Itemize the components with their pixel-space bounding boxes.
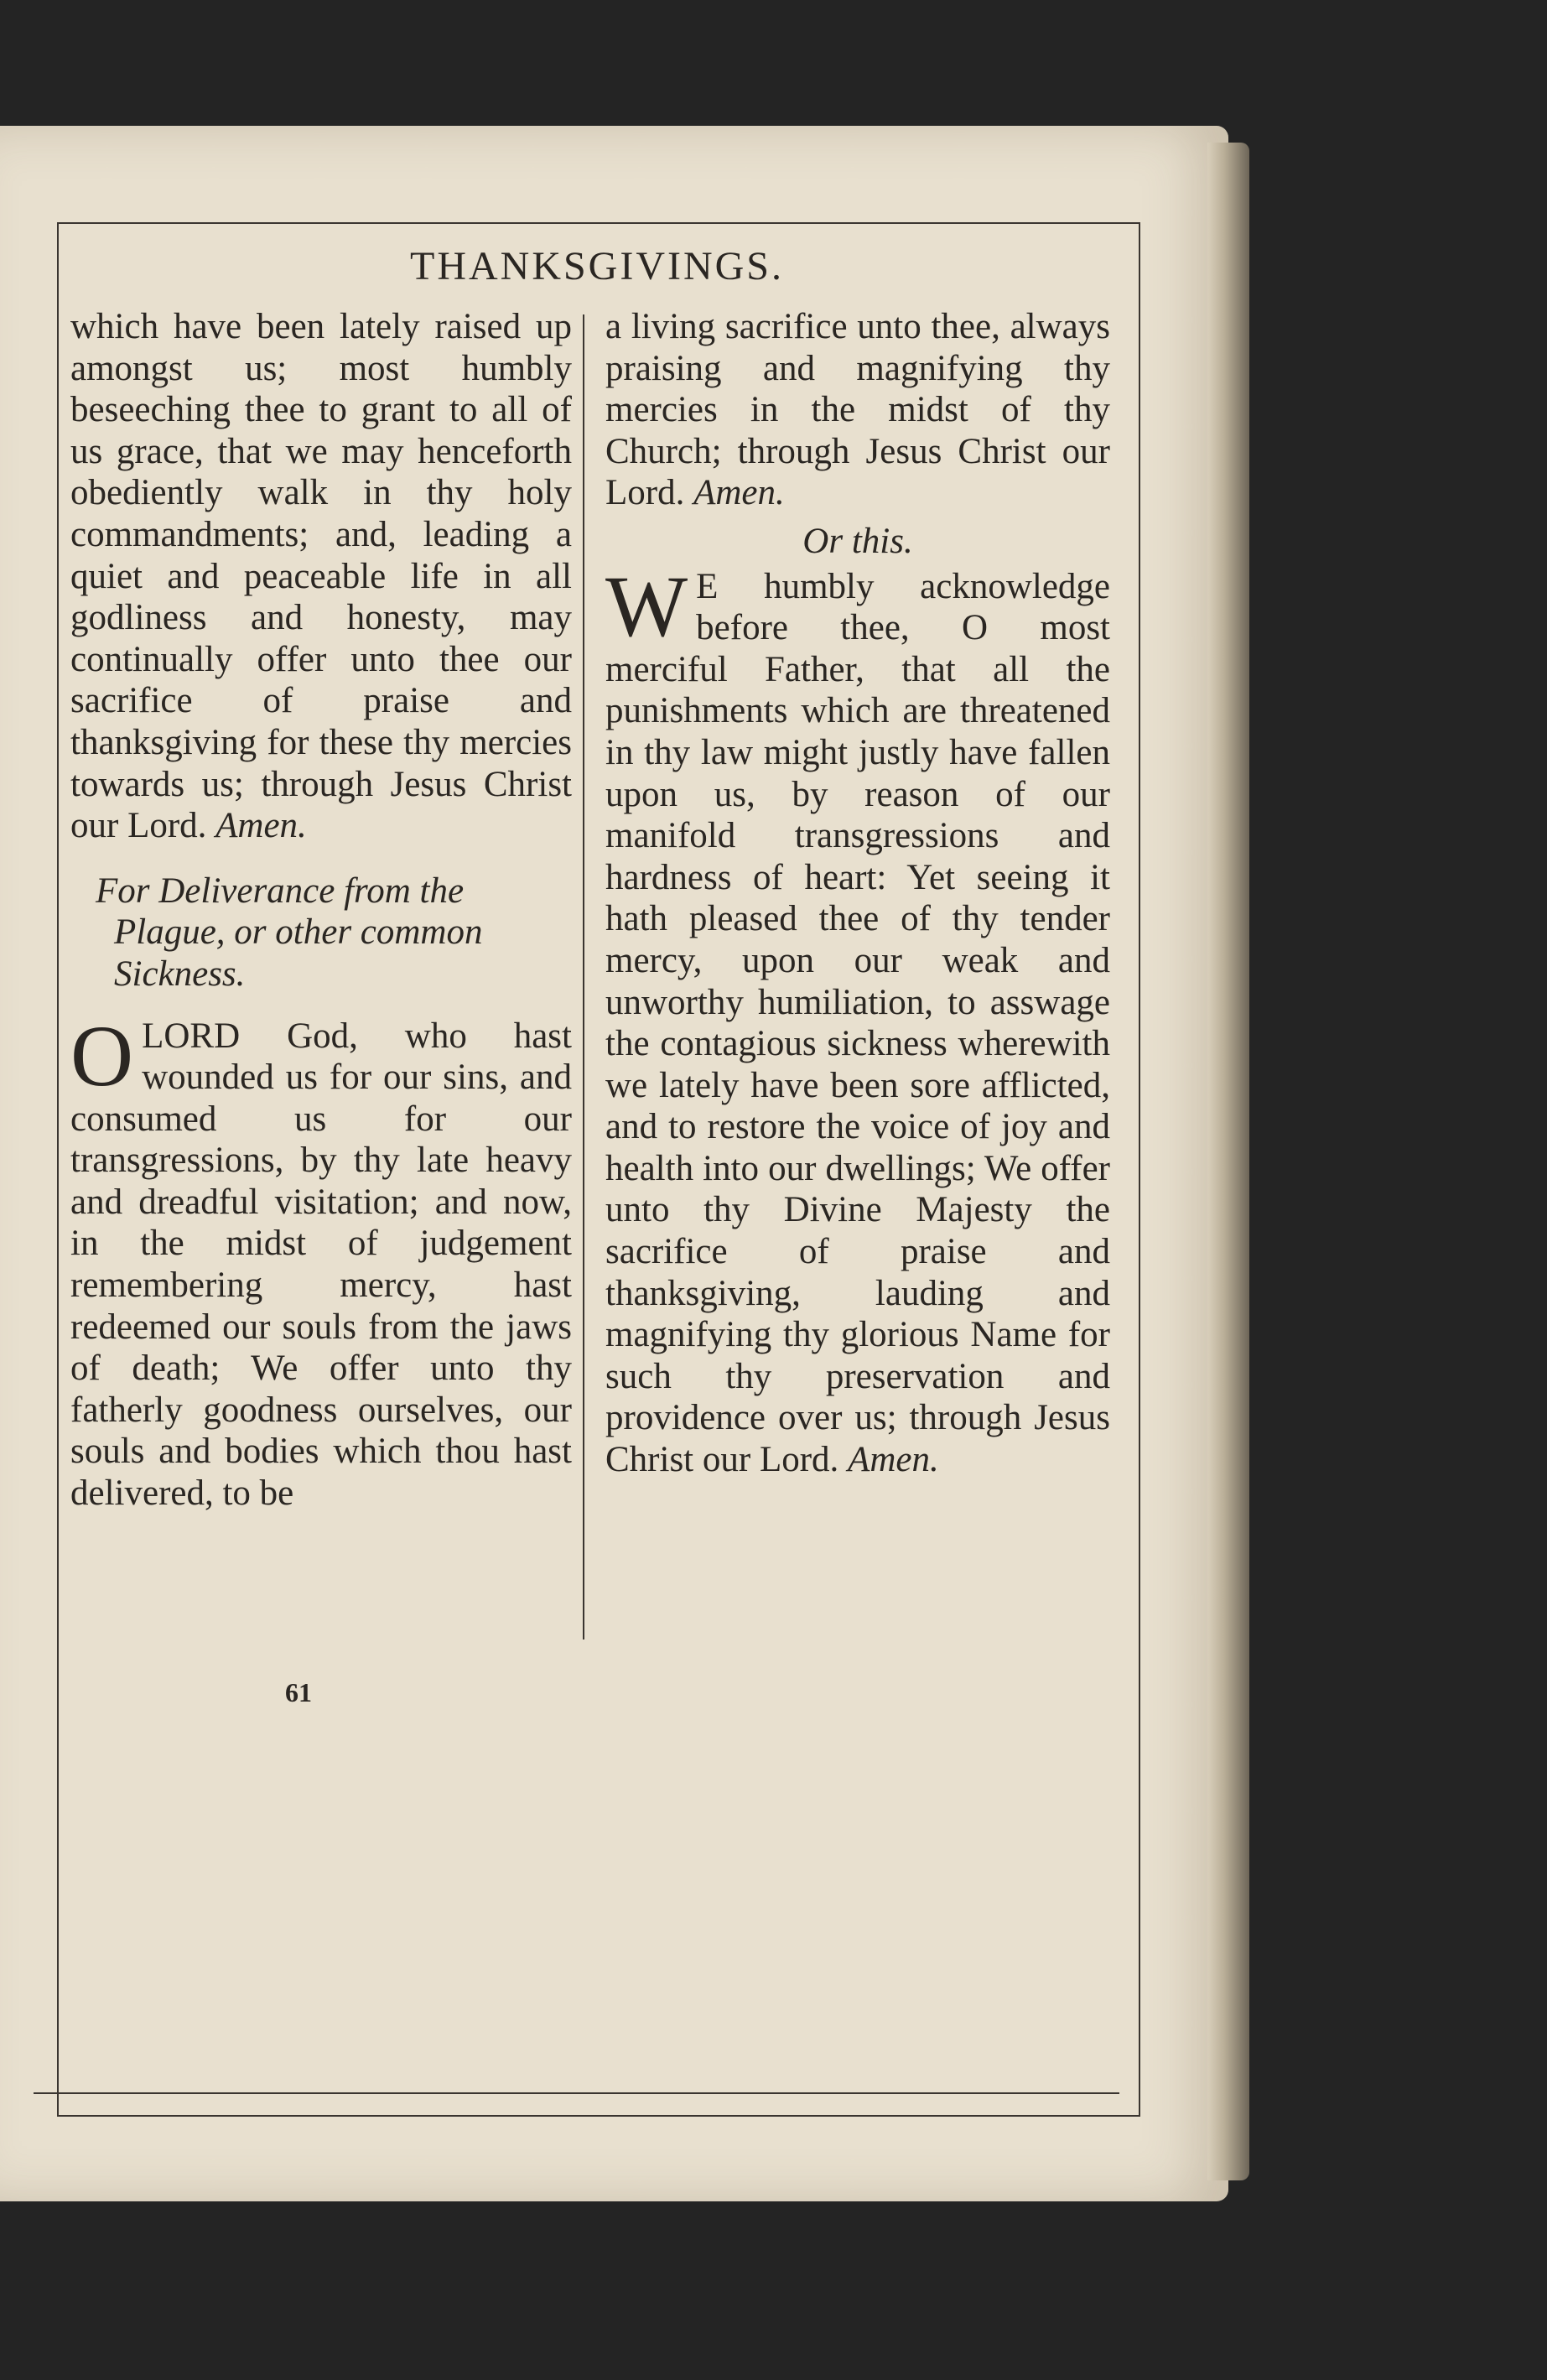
right-column xyxy=(605,306,1110,1481)
left-paragraph-2-text: LORD God, who hast wounded us for our sins, and consumed us for our transgressions, by thy late heavy and dreadful visitation; and now, in the midst of judgement remembering mercy, hast redeemed our souls from the jaws of death; We offer unto thy fatherly goodness ourselves, our souls and bodies which thou hast delivered, to be xyxy=(70,1016,572,1514)
right-paragraph-2-text: E humbly acknowledge before thee, O most merciful Father, that all the punishments which are threatened in thy law might justly have fallen upon us, by reason of our manifold transgressions and hardness of heart: Yet seeing it hath pleased thee of thy tender mercy, upon our weak and unworthy humiliation, to asswage the contagious sickness wherewith we lately have been sore afflicted, and to restore the voice of joy and health into our dwellings; We offer unto thy Divine Majesty the sacrifice of praise and thanksgiving, lauding and magnifying thy glorious Name for such thy preservation and providence over us; through Jesus Christ our Lord. xyxy=(605,566,1110,1480)
page-edge xyxy=(1207,143,1249,2180)
left-paragraph-1-text: which have been lately raised up amongst us; most humbly beseeching thee to grant to all of us grace, that we may henceforth obediently walk in thy holy commandments; and, leading a quiet and peaceable life in all godliness and honesty, may continually offer unto thee our sacrifice of praise and thanksgiving for these thy mercies towards us; through Jesus Christ our Lord. xyxy=(70,307,572,846)
running-head: THANKSGIVINGS. xyxy=(410,244,784,288)
column-rule xyxy=(583,314,584,1639)
right-paragraph-1 xyxy=(605,306,1110,514)
left-paragraph-1 xyxy=(70,306,572,847)
drop-cap-w: W xyxy=(605,558,688,655)
drop-cap-o: O xyxy=(70,1007,134,1104)
section-heading: For Deliverance from the Plague, or other common Sickness. xyxy=(96,870,483,994)
bottom-rule xyxy=(34,2092,1119,2094)
left-amen: Amen. xyxy=(215,806,307,846)
right-paragraph-2 xyxy=(605,558,1110,1481)
left-paragraph-2 xyxy=(70,1007,572,1515)
page-number: 61 xyxy=(285,1677,312,1707)
left-column xyxy=(70,306,572,1515)
right-amen-2: Amen. xyxy=(848,1440,939,1480)
right-amen-1: Amen. xyxy=(693,473,785,513)
or-this-heading: Or this. xyxy=(802,521,913,561)
right-paragraph-1-text: a living sacrifice unto thee, always praising and magnifying thy mercies in the midst of thy Church; through Jesus Christ our Lord. xyxy=(605,307,1110,513)
